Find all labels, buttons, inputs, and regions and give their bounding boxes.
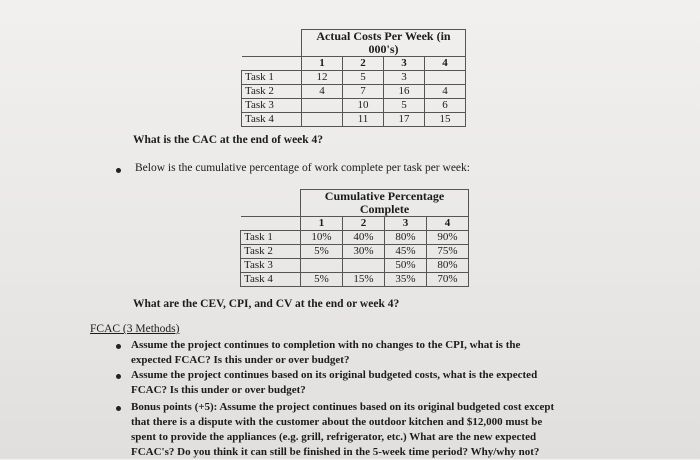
- percent-cell: 15%: [343, 273, 385, 287]
- question-cac: What is the CAC at the end of week 4?: [133, 134, 324, 146]
- bullet-icon: [116, 344, 121, 349]
- table2-title: Cumulative Percentage Complete: [301, 190, 469, 217]
- cost-cell: 7: [343, 85, 384, 99]
- bullet-icon: [116, 168, 121, 173]
- percent-cell: 75%: [427, 245, 469, 259]
- cost-cell: 12: [302, 71, 343, 85]
- table-row: [241, 245, 469, 259]
- percent-cell: 10%: [301, 231, 343, 245]
- percent-cell: 5%: [301, 245, 343, 259]
- task-label: Task 4: [241, 273, 301, 287]
- table1-week: 4: [425, 57, 466, 71]
- percent-cell: [343, 259, 385, 273]
- percent-cell: 90%: [427, 231, 469, 245]
- bullet-text-cumulative: Below is the cumulative percentage of work complete per task per week:: [135, 162, 470, 174]
- cost-cell: 4: [425, 85, 466, 99]
- cost-cell: 10: [343, 99, 384, 113]
- percent-cell: 80%: [385, 231, 427, 245]
- percent-cell: 70%: [427, 273, 469, 287]
- percent-cell: [301, 259, 343, 273]
- table-row: [242, 71, 466, 85]
- table-row: [241, 273, 469, 287]
- method-line: expected FCAC? Is this under or over budget?: [131, 354, 350, 366]
- table-row: [241, 259, 469, 273]
- table-row: [242, 85, 466, 99]
- table2-week: 1: [301, 217, 343, 231]
- table1-week: 3: [384, 57, 425, 71]
- cost-cell: 5: [384, 99, 425, 113]
- method-3-text: [131, 400, 554, 460]
- bullet-icon: [116, 406, 121, 411]
- table2-week: 3: [385, 217, 427, 231]
- table1-week: 1: [302, 57, 343, 71]
- percent-cell: 50%: [385, 259, 427, 273]
- cost-cell: 3: [384, 71, 425, 85]
- percent-cell: 5%: [301, 273, 343, 287]
- table-row: [242, 113, 466, 127]
- cumulative-percentage-table: [240, 189, 469, 287]
- cost-cell: [302, 99, 343, 113]
- cost-cell: 15: [425, 113, 466, 127]
- method-2-text: [131, 368, 537, 398]
- cost-cell: 4: [302, 85, 343, 99]
- percent-cell: 45%: [385, 245, 427, 259]
- cost-cell: 17: [384, 113, 425, 127]
- method-line: that there is a dispute with the customer about the outdoor kitchen and $12,000 must be: [131, 416, 543, 428]
- fcac-heading: FCAC (3 Methods): [90, 323, 180, 335]
- method-line: Bonus points (+5): Assume the project continues based on its original budgeted cost except: [131, 401, 555, 413]
- task-label: Task 2: [242, 85, 302, 99]
- table-row: [241, 231, 469, 245]
- table-row: [242, 99, 466, 113]
- actual-costs-table: [241, 29, 466, 127]
- method-line: FCAC's? Do you think it can still be finished in the 5-week time period? Why/why not?: [131, 446, 540, 458]
- method-line: FCAC? Is this under or over budget?: [131, 384, 306, 396]
- task-label: Task 1: [242, 71, 302, 85]
- method-1-text: [131, 338, 520, 368]
- percent-cell: 30%: [343, 245, 385, 259]
- cost-cell: 5: [343, 71, 384, 85]
- table2-corner: [241, 190, 301, 217]
- cost-cell: [425, 71, 466, 85]
- table2-week: 4: [427, 217, 469, 231]
- table1-corner2: [242, 57, 302, 71]
- table1-title: Actual Costs Per Week (in 000's): [302, 30, 466, 57]
- percent-cell: 40%: [343, 231, 385, 245]
- task-label: Task 1: [241, 231, 301, 245]
- table1-corner: [242, 30, 302, 57]
- cost-cell: [302, 113, 343, 127]
- task-label: Task 3: [242, 99, 302, 113]
- table1-week: 2: [343, 57, 384, 71]
- method-line: spent to provide the appliances (e.g. grill, refrigerator, etc.) What are the new expected: [131, 431, 537, 443]
- method-line: Assume the project continues to completion with no changes to the CPI, what is the: [131, 339, 521, 351]
- table2-corner2: [241, 217, 301, 231]
- bullet-icon: [116, 374, 121, 379]
- cost-cell: 16: [384, 85, 425, 99]
- percent-cell: 80%: [427, 259, 469, 273]
- percent-cell: 35%: [385, 273, 427, 287]
- task-label: Task 3: [241, 259, 301, 273]
- question-cev-cpi-cv: What are the CEV, CPI, and CV at the end or week 4?: [133, 298, 400, 310]
- table2-week: 2: [343, 217, 385, 231]
- task-label: Task 2: [241, 245, 301, 259]
- cost-cell: 11: [343, 113, 384, 127]
- method-line: Assume the project continues based on its original budgeted costs, what is the expected: [131, 369, 538, 381]
- task-label: Task 4: [242, 113, 302, 127]
- cost-cell: 6: [425, 99, 466, 113]
